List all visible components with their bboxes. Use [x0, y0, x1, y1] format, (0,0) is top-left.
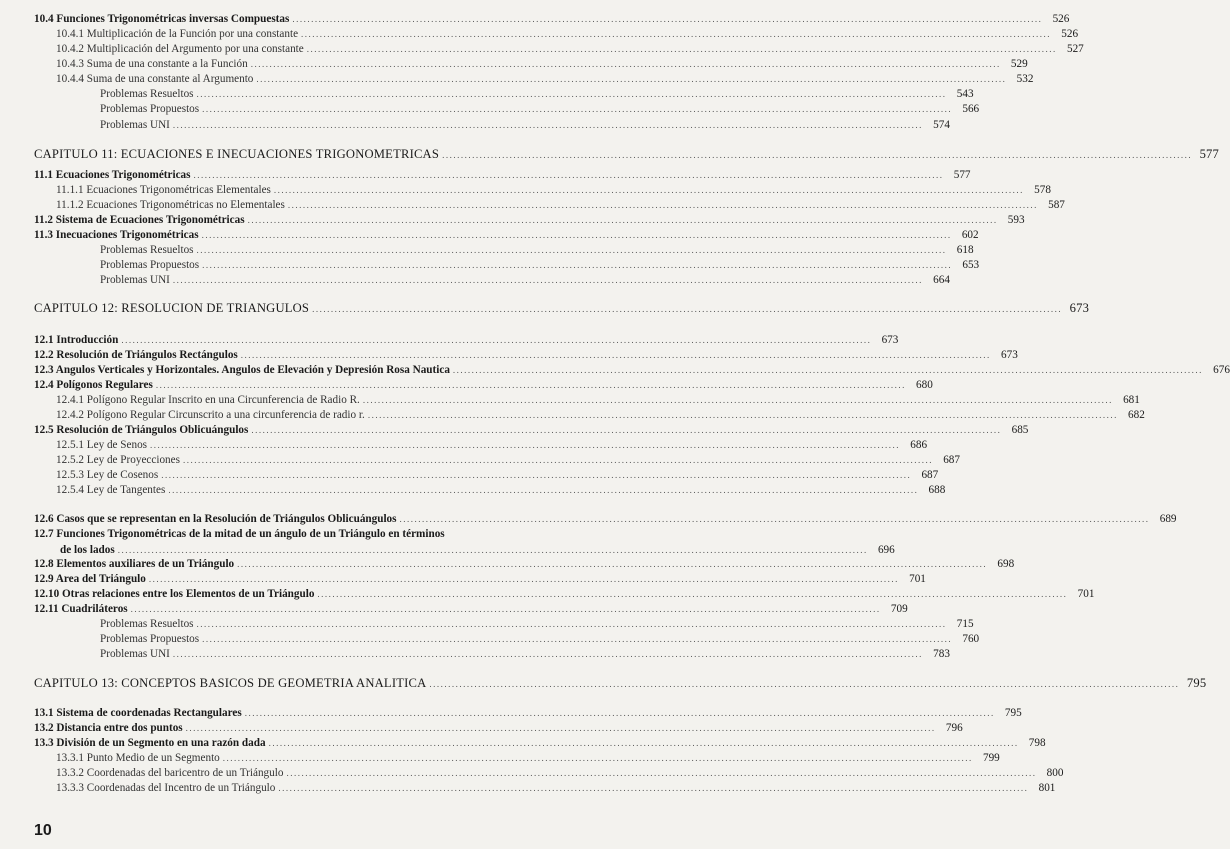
- toc-entry-page: 529: [1010, 58, 1028, 70]
- toc-leader-dots: ........................................................................................................................................................................................................: [155, 380, 906, 390]
- toc-entry: [34, 348, 1018, 362]
- toc-entry-page: 760: [962, 633, 980, 645]
- toc-entry: [56, 408, 1145, 422]
- toc-entry-page: 681: [1123, 394, 1140, 406]
- toc-entry-label: 12.4.2 Polígono Regular Circunscrito a una circunferencia de radio r.: [56, 409, 365, 421]
- toc-entry-label: Problemas UNI: [100, 119, 170, 131]
- toc-leader-dots: ........................................................................................................................................................................................................: [399, 514, 1150, 524]
- toc-entry-label: 10.4 Funciones Trigonométricas inversas Compuestas: [34, 13, 290, 25]
- toc-leader-dots: ........................................................................................................................................................................................................: [185, 723, 936, 733]
- toc-entry-page: 687: [943, 454, 960, 466]
- toc-leader-dots: ........................................................................................................................................................................................................: [202, 634, 953, 644]
- toc-entry: [34, 213, 1025, 227]
- toc-entry-label: 13.3 División de un Segmento en una razón dada: [34, 737, 266, 749]
- toc-leader-dots: ........................................................................................................................................................................................................: [172, 649, 923, 659]
- toc-entry-page: 687: [921, 469, 939, 481]
- toc-leader-dots: ........................................................................................................................................................................................................: [452, 365, 1203, 375]
- toc-leader-dots: ........................................................................................................................................................................................................: [240, 350, 991, 360]
- toc-leader-dots: ........................................................................................................................................................................................................: [130, 604, 881, 614]
- toc-entry-label: 11.1.2 Ecuaciones Trigonométricas no Elementales: [56, 199, 285, 211]
- toc-entry-label: 11.2 Sistema de Ecuaciones Trigonométricas: [34, 214, 245, 226]
- toc-chapter-heading: [34, 301, 1090, 316]
- toc-entry-label: 11.1 Ecuaciones Trigonométricas: [34, 169, 191, 181]
- toc-entry: [34, 557, 1015, 571]
- toc-entry-page: 709: [890, 603, 908, 615]
- toc-leader-dots: ........................................................................................................................................................................................................: [182, 455, 933, 465]
- toc-leader-dots: ........................................................................................................................................................................................................: [362, 395, 1113, 405]
- toc-leader-dots: ........................................................................................................................................................................................................: [442, 150, 1193, 160]
- toc-entry-label: 11.3 Inecuaciones Trigonométricas: [34, 229, 199, 241]
- toc-leader-dots: ........................................................................................................................................................................................................: [312, 304, 1063, 314]
- toc-entry-page: 689: [1159, 513, 1177, 525]
- toc-entry-label: 13.2 Distancia entre dos puntos: [34, 722, 183, 734]
- toc-entry: [56, 72, 1034, 86]
- toc-entry: [34, 378, 933, 392]
- toc-leader-dots: ........................................................................................................................................................................................................: [193, 170, 944, 180]
- toc-entry: [56, 453, 960, 467]
- toc-entry-page: 783: [933, 648, 950, 660]
- toc-leader-dots: ........................................................................................................................................................................................................: [367, 410, 1118, 420]
- toc-entry-label: 12.4 Polígonos Regulares: [34, 379, 153, 391]
- toc-entry: [34, 228, 979, 242]
- toc-entry-page: 526: [1061, 28, 1079, 40]
- toc-entry-label: de los lados: [60, 544, 115, 556]
- toc-leader-dots: ........................................................................................................................................................................................................: [286, 768, 1037, 778]
- toc-entry-page: 526: [1052, 13, 1070, 25]
- toc-entry: [100, 118, 950, 132]
- toc-entry-page: 673: [1069, 301, 1090, 315]
- toc-entry: [100, 102, 980, 116]
- toc-entry-page: 673: [881, 334, 899, 346]
- toc-entry-page: 578: [1034, 184, 1051, 196]
- toc-entry-label: Problemas UNI: [100, 648, 170, 660]
- toc-entry: [56, 766, 1064, 780]
- toc-leader-dots: ........................................................................................................................................................................................................: [168, 485, 919, 495]
- toc-entry-label: CAPITULO 11: ECUACIONES E INECUACIONES TRIGONOMETRICAS: [34, 147, 440, 161]
- toc-leader-dots: ........................................................................................................................................................................................................: [150, 440, 901, 450]
- toc-entry-page: 701: [1077, 588, 1095, 600]
- toc-leader-dots: ........................................................................................................................................................................................................: [306, 44, 1057, 54]
- toc-entry: [56, 27, 1079, 41]
- toc-entry: [56, 751, 1000, 765]
- toc-entry-label: Problemas Propuestos: [100, 633, 200, 645]
- toc-entry-label: 12.5.1 Ley de Senos: [56, 439, 148, 451]
- toc-entry-page: 701: [909, 573, 926, 585]
- toc-leader-dots: ........................................................................................................................................................................................................: [292, 14, 1043, 24]
- toc-leader-dots: ........................................................................................................................................................................................................: [244, 708, 995, 718]
- toc-entry-page: 795: [1186, 676, 1207, 690]
- toc-entry: [34, 587, 1095, 601]
- toc-chapter-heading: [34, 147, 1220, 162]
- toc-entry-page: 799: [982, 752, 1000, 764]
- toc-leader-dots: ........................................................................................................................................................................................................: [121, 335, 872, 345]
- toc-entry: [100, 617, 974, 631]
- toc-leader-dots: ........................................................................................................................................................................................................: [237, 559, 988, 569]
- toc-entry-page: 796: [945, 722, 963, 734]
- toc-entry: [34, 736, 1046, 750]
- toc-entry: [56, 393, 1140, 407]
- toc-entry: [34, 602, 908, 616]
- toc-entry-page: 593: [1007, 214, 1025, 226]
- toc-leader-dots: ........................................................................................................................................................................................................: [301, 29, 1052, 39]
- toc-leader-dots: ........................................................................................................................................................................................................: [250, 59, 1001, 69]
- toc-leader-dots: ........................................................................................................................................................................................................: [251, 425, 1002, 435]
- toc-entry-label: 11.1.1 Ecuaciones Trigonométricas Elementales: [56, 184, 271, 196]
- toc-entry-label: 12.8 Elementos auxiliares de un Triángulo: [34, 558, 235, 570]
- toc-entry-label: 12.5.2 Ley de Proyecciones: [56, 454, 180, 466]
- toc-entry-page: 618: [956, 244, 974, 256]
- toc-entry-page: 696: [877, 544, 895, 556]
- toc-entry-page: 574: [933, 119, 950, 131]
- toc-entry: [56, 198, 1065, 212]
- toc-entry-page: 800: [1046, 767, 1064, 779]
- toc-entry-label: 10.4.3 Suma de una constante a la Función: [56, 58, 248, 70]
- toc-entry-label: 12.5.4 Ley de Tangentes: [56, 484, 166, 496]
- toc-entry-page: 685: [1011, 424, 1029, 436]
- toc-entry-label: Problemas Resueltos: [100, 244, 194, 256]
- toc-leader-dots: ........................................................................................................................................................................................................: [196, 619, 947, 629]
- toc-entry-page: 577: [1199, 147, 1220, 161]
- toc-entry-label: 12.9 Area del Triángulo: [34, 573, 146, 585]
- toc-entry-page: 527: [1066, 43, 1084, 55]
- toc-entry: [56, 42, 1084, 56]
- toc-entry: [34, 423, 1029, 437]
- toc-entry: [100, 273, 950, 287]
- toc-entry-page: 602: [961, 229, 979, 241]
- toc-entry-label: 12.1 Introducción: [34, 334, 119, 346]
- toc-entry: [56, 483, 946, 497]
- toc-leader-dots: ........................................................................................................................................................................................................: [202, 104, 953, 114]
- toc-leader-dots: ........................................................................................................................................................................................................: [287, 200, 1038, 210]
- toc-entry-page: 664: [933, 274, 950, 286]
- toc-entry: [34, 721, 963, 735]
- toc-entry-label: 12.5.3 Ley de Cosenos: [56, 469, 159, 481]
- toc-entry-page: 715: [956, 618, 974, 630]
- toc-entry: [100, 87, 974, 101]
- toc-entry: [34, 572, 926, 586]
- toc-leader-dots: ........................................................................................................................................................................................................: [429, 679, 1180, 689]
- toc-entry-page: 682: [1128, 409, 1145, 421]
- toc-entry-label: 10.4.4 Suma de una constante al Argumento: [56, 73, 254, 85]
- toc-entry-label: 10.4.1 Multiplicación de la Función por una constante: [56, 28, 299, 40]
- toc-entry-page: 680: [916, 379, 933, 391]
- toc-entry-label: Problemas UNI: [100, 274, 170, 286]
- toc-entry: [100, 647, 950, 661]
- toc-leader-dots: ........................................................................................................................................................................................................: [117, 545, 868, 555]
- toc-entry-label: Problemas Resueltos: [100, 618, 194, 630]
- toc-entry-page: 698: [997, 558, 1015, 570]
- toc-entry-page: 673: [1001, 349, 1018, 361]
- toc-entry: [100, 243, 974, 257]
- toc-entry-label: 13.3.2 Coordenadas del baricentro de un Triángulo: [56, 767, 284, 779]
- toc-leader-dots: ........................................................................................................................................................................................................: [148, 574, 899, 584]
- toc-entry-label: 12.2 Resolución de Triángulos Rectángulos: [34, 349, 238, 361]
- toc-entry-page: 653: [962, 259, 980, 271]
- toc-leader-dots: ........................................................................................................................................................................................................: [201, 230, 952, 240]
- toc-entry-page: 686: [910, 439, 928, 451]
- toc-entry-page: 676: [1213, 364, 1230, 376]
- toc-leader-dots: ........................................................................................................................................................................................................: [202, 260, 953, 270]
- toc-entry-page: 566: [962, 103, 980, 115]
- toc-entry-page: 587: [1048, 199, 1065, 211]
- toc-entry: [34, 168, 971, 182]
- toc-entry-page: 798: [1028, 737, 1046, 749]
- toc-entry: [34, 363, 1230, 377]
- toc-entry-label: Problemas Propuestos: [100, 259, 200, 271]
- toc-entry-label: 13.3.1 Punto Medio de un Segmento: [56, 752, 220, 764]
- toc-entry-label: 12.4.1 Polígono Regular Inscrito en una Circunferencia de Radio R.: [56, 394, 360, 406]
- toc-entry: [56, 183, 1051, 197]
- toc-entry: [60, 543, 895, 557]
- toc-entry-page: 532: [1016, 73, 1034, 85]
- toc-entry-label: 13.1 Sistema de coordenadas Rectangulares: [34, 707, 242, 719]
- toc-entry-page: 577: [953, 169, 971, 181]
- toc-entry-label: CAPITULO 12: RESOLUCION DE TRIANGULOS: [34, 301, 310, 315]
- toc-entry-page: 801: [1038, 782, 1056, 794]
- toc-entry-page: 795: [1004, 707, 1022, 719]
- toc-entry: [34, 12, 1070, 26]
- toc-leader-dots: ........................................................................................................................................................................................................: [172, 120, 923, 130]
- toc-leader-dots: ........................................................................................................................................................................................................: [161, 470, 912, 480]
- toc-leader-dots: ........................................................................................................................................................................................................: [317, 589, 1068, 599]
- toc-entry-label: 12.5 Resolución de Triángulos Oblicuángulos: [34, 424, 249, 436]
- toc-entry-label: 12.6 Casos que se representan en la Resolución de Triángulos Oblicuángulos: [34, 513, 397, 525]
- toc-leader-dots: ........................................................................................................................................................................................................: [172, 275, 923, 285]
- toc-entry: [34, 333, 899, 347]
- toc-entry-label: 10.4.2 Multiplicación del Argumento por una constante: [56, 43, 304, 55]
- toc-leader-dots: ........................................................................................................................................................................................................: [278, 783, 1029, 793]
- toc-entry: [56, 781, 1056, 795]
- toc-entry-label: 13.3.3 Coordenadas del Incentro de un Triángulo: [56, 782, 276, 794]
- toc-leader-dots: ........................................................................................................................................................................................................: [196, 245, 947, 255]
- toc-entry: [34, 706, 1022, 720]
- toc-leader-dots: ........................................................................................................................................................................................................: [222, 753, 973, 763]
- toc-entry-page: 543: [956, 88, 974, 100]
- toc-entry: [56, 468, 939, 482]
- toc-leader-dots: ........................................................................................................................................................................................................: [247, 215, 998, 225]
- toc-entry: [34, 527, 576, 541]
- toc-entry-label: Problemas Resueltos: [100, 88, 194, 100]
- toc-entry: [56, 57, 1028, 71]
- toc-chapter-heading: [34, 676, 1207, 691]
- toc-entry: [56, 438, 928, 452]
- toc-entry: [100, 258, 980, 272]
- toc-entry-page: 688: [928, 484, 946, 496]
- toc-entry-label: 12.3 Angulos Verticales y Horizontales. Angulos de Elevación y Depresión Rosa Nautica: [34, 364, 450, 376]
- toc-entry-label: Problemas Propuestos: [100, 103, 200, 115]
- toc-entry-label: CAPITULO 13: CONCEPTOS BASICOS DE GEOMETRIA ANALITICA: [34, 676, 427, 690]
- toc-entry-label: 12.11 Cuadriláteros: [34, 603, 128, 615]
- page-number: 10: [34, 822, 52, 839]
- toc-entry: [100, 632, 980, 646]
- toc-entry: [34, 512, 1177, 526]
- toc-leader-dots: ........................................................................................................................................................................................................: [273, 185, 1024, 195]
- toc-leader-dots: ........................................................................................................................................................................................................: [268, 738, 1019, 748]
- toc-entry-label: 12.10 Otras relaciones entre los Elementos de un Triángulo: [34, 588, 315, 600]
- toc-leader-dots: ........................................................................................................................................................................................................: [256, 74, 1007, 84]
- toc-leader-dots: ........................................................................................................................................................................................................: [196, 89, 947, 99]
- toc-entry-label: 12.7 Funciones Trigonométricas de la mitad de un ángulo de un Triángulo en términos: [34, 528, 445, 540]
